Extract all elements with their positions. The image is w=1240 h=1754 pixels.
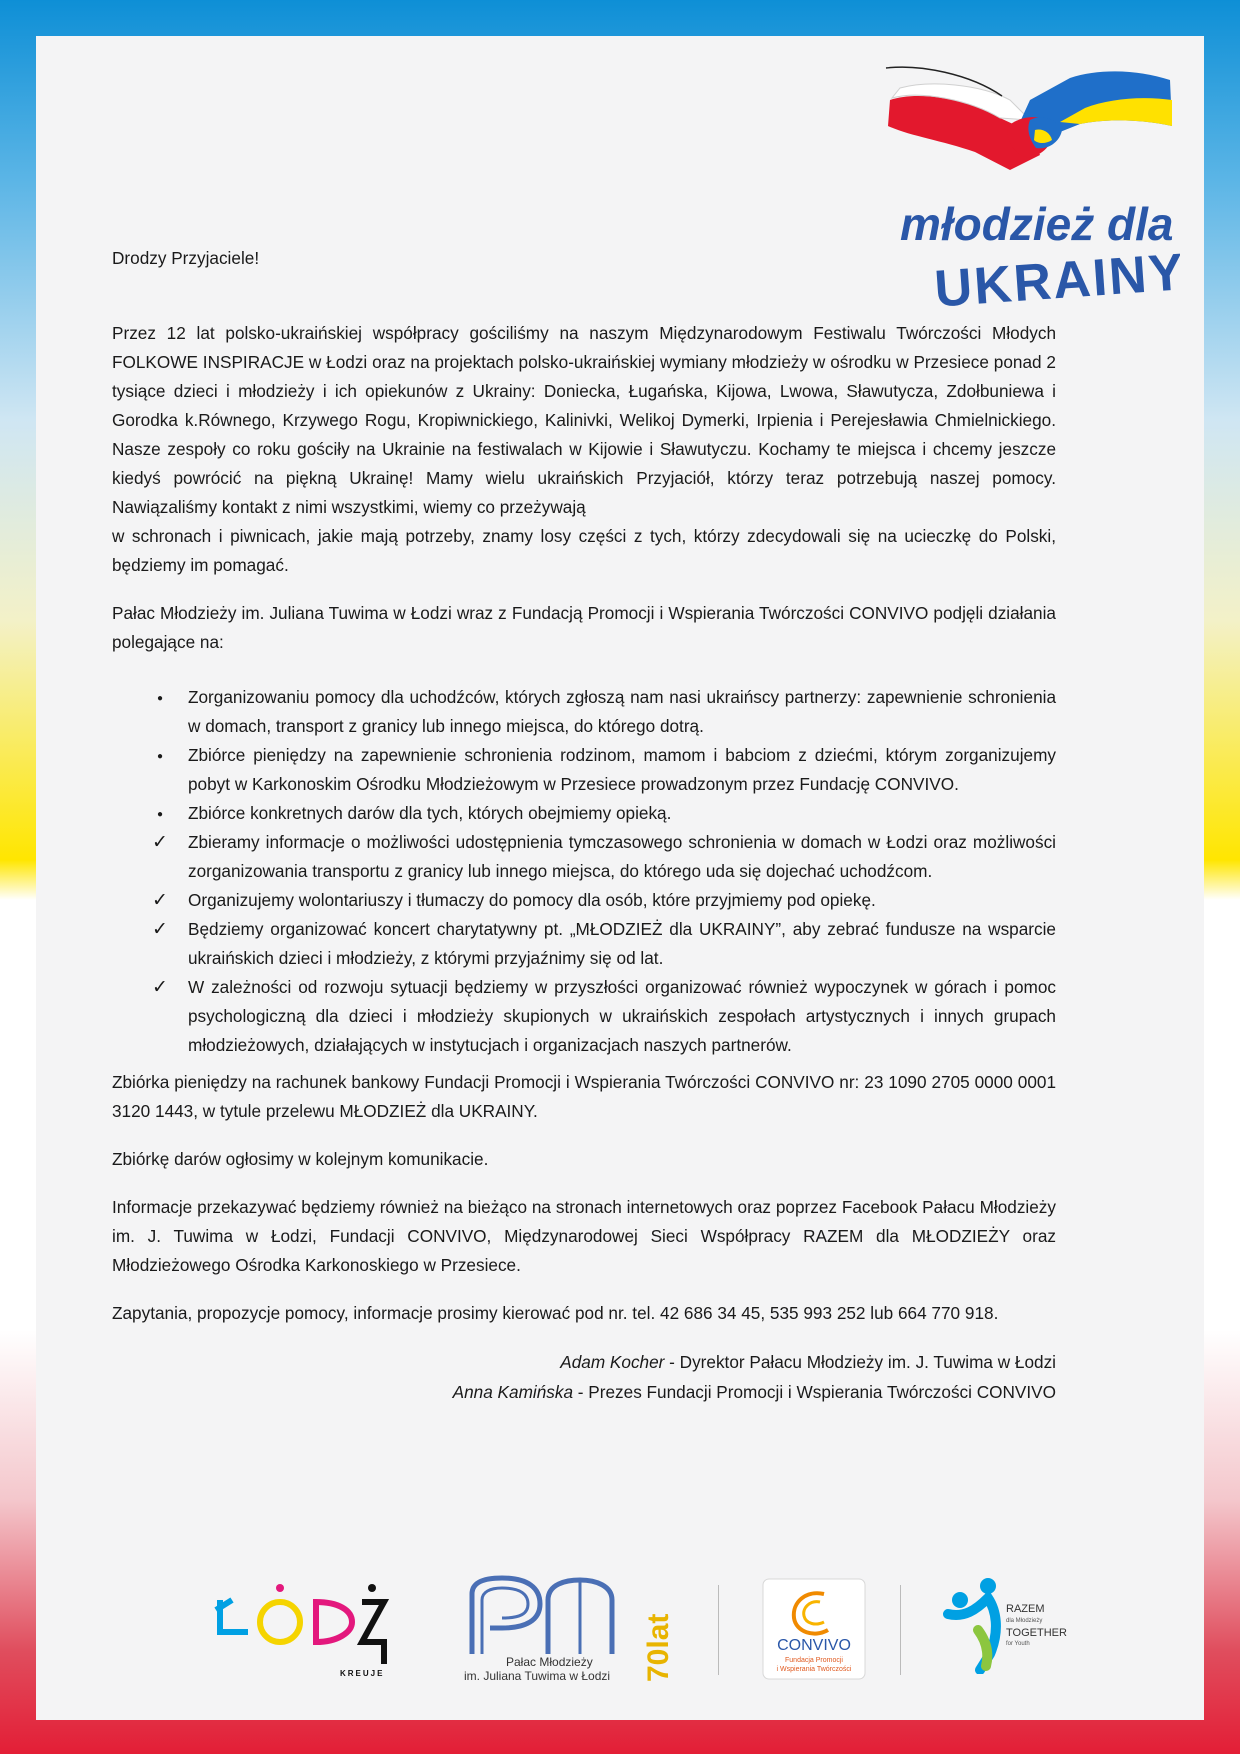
list-item: ✓ W zależności od rozwoju sytuacji będziemy w przyszłości organizować również wypoczynek w górach i pomoc psychologiczną dla dzieci i młodzieży skupionych w ukraińskich zespołach artystycznych i innych grupach młodzieżowych, działających w instytucjach i organizacjach naszych partnerów.	[112, 973, 1056, 1060]
letter-body	[112, 244, 1056, 1407]
logo-divider	[900, 1585, 901, 1675]
signature-director: Adam Kocher - Dyrektor Pałacu Młodzieży im. J. Tuwima w Łodzi	[560, 1352, 1056, 1372]
list-item: ✓ Będziemy organizować koncert charytatywny pt. „MŁODZIEŻ dla UKRAINY”, aby zebrać fundusze na wsparcie ukraińskich dzieci i młodzieży, z którymi przyjaźnimy się od lat.	[112, 915, 1056, 973]
lodz-kreuje-logo	[212, 1580, 392, 1680]
svg-text:KREUJE: KREUJE	[340, 1669, 385, 1678]
paragraph-history-cont: w schronach i piwnicach, jakie mają potrzeby, znamy losy części z tych, którzy zdecydowali się na ucieczkę do Polski, będziemy im pomagać.	[112, 526, 1056, 575]
greeting: Drodzy Przyjaciele!	[112, 248, 260, 268]
list-item: ✓ Organizujemy wolontariuszy i tłumaczy do pomocy dla osób, które przyjmiemy pod opiekę.	[112, 886, 1056, 915]
bullet-icon	[148, 683, 172, 715]
svg-text:RAZEM: RAZEM	[1006, 1603, 1045, 1615]
paragraph-actions-intro: Pałac Młodzieży im. Juliana Tuwima w Łodzi wraz z Fundacją Promocji i Wspierania Twórczości CONVIVO podjęli działania polegające na:	[112, 603, 1056, 652]
paragraph-information: Informacje przekazywać będziemy również na bieżąco na stronach internetowych oraz poprzez Facebook Pałacu Młodzieży im. J. Tuwima w Łodzi, Fundacji CONVIVO, Międzynarodowej Sieci Współpracy RAZEM dla MŁODZIEŻY oraz Młodzieżowego Ośrodka Karkonoskiego w Przesiece.	[112, 1197, 1056, 1275]
svg-text:dla Młodzieży: dla Młodzieży	[1006, 1618, 1043, 1624]
checkmark-icon	[148, 828, 172, 857]
actions-list	[112, 683, 1056, 1060]
convivo-logo	[762, 1578, 866, 1680]
signature-president: Anna Kamińska - Prezes Fundacji Promocji i Wspierania Twórczości CONVIVO	[452, 1382, 1056, 1402]
svg-text:Fundacja Promocji: Fundacja Promocji	[785, 1657, 843, 1664]
list-item: ● Zorganizowaniu pomocy dla uchodźców, których zgłoszą nam nasi ukraińscy partnerzy: zapewnienie schronienia w domach, transport z granicy lub innego miejsca, do którego dotrą.	[112, 683, 1056, 741]
paragraph-donations: Zbiórkę darów ogłosimy w kolejnym komunikacie.	[112, 1149, 489, 1169]
paragraph-contact: Zapytania, propozycje pomocy, informacje prosimy kierować pod nr. tel. 42 686 34 45, 535 993 252 lub 664 770 918.	[112, 1303, 999, 1323]
list-item: ● Zbiórce konkretnych darów dla tych, których obejmiemy opieką.	[112, 799, 1056, 828]
checkmark-icon	[148, 915, 172, 944]
checkmark-icon	[148, 886, 172, 915]
bullet-icon	[148, 799, 172, 831]
bullet-icon	[148, 741, 172, 773]
paragraph-history: Przez 12 lat polsko-ukraińskiej współpracy gościliśmy na naszym Międzynarodowym Festiwalu Twórczości Młodych FOLKOWE INSPIRACJE w Łodzi oraz na projektach polsko-ukraińskiej wymiany młodzieży w ośrodku w Przesiece ponad 2 tysiące dzieci i młodzieży i ich opiekunów z Ukrainy: Doniecka, Ługańska, Kijowa, Lwowa, Sławutycza, Zdołbuniewa i Gorodka k.Równego, Krzywego Rogu, Kropiwnickiego, Kalinivki, Welikoj Dymerki, Irpienia i Perejesławia Chmielnickiego. Nasze zespoły co roku gościły na Ukrainie na festiwalach w Kijowie i Sławutyczu. Kochamy te miejsca i chcemy jeszcze kiedyś powrócić na piękną Ukrainę! Mamy wielu ukraińskich Przyjaciół, którzy teraz potrzebują naszej pomocy. Nawiązaliśmy kontakt z nimi wszystkimi, wiemy co przeżywają	[112, 323, 1056, 517]
list-item: ● Zbiórce pieniędzy na zapewnienie schronienia rodzinom, mamom i babciom z dziećmi, którym zorganizujemy pobyt w Karkonoskim Ośrodku Młodzieżowym w Przesiece prowadzonym przez Fundację CONVIVO.	[112, 741, 1056, 799]
svg-text:70lat: 70lat	[642, 1613, 675, 1682]
svg-text:im. Juliana Tuwima w Łodzi: im. Juliana Tuwima w Łodzi	[464, 1669, 611, 1683]
palac-mlodziezy-logo	[462, 1574, 682, 1686]
svg-text:młodzież dla: młodzież dla	[900, 198, 1174, 250]
svg-text:CONVIVO: CONVIVO	[777, 1637, 851, 1654]
logo-divider	[718, 1585, 719, 1675]
svg-text:i Wspierania Twórczości: i Wspierania Twórczości	[776, 1666, 852, 1673]
razem-together-logo	[940, 1574, 1070, 1674]
svg-text:for Youth: for Youth	[1006, 1641, 1030, 1647]
svg-text:UKRAINY: UKRAINY	[932, 243, 1180, 319]
svg-text:TOGETHER: TOGETHER	[1006, 1627, 1067, 1639]
list-item: ✓ Zbieramy informacje o możliwości udostępnienia tymczasowego schronienia w domach w Łodzi oraz możliwości zorganizowania transportu z granicy lub innego miejsca, do którego uda się dojechać uchodźcom.	[112, 828, 1056, 886]
svg-text:Pałac Młodzieży: Pałac Młodzieży	[506, 1655, 593, 1669]
checkmark-icon	[148, 973, 172, 1002]
paragraph-bank-account: Zbiórka pieniędzy na rachunek bankowy Fundacji Promocji i Wspierania Twórczości CONVIVO nr: 23 1090 2705 0000 0001 3120 1443, w tytule przelewu MŁODZIEŻ dla UKRAINY.	[112, 1072, 1056, 1121]
signatures	[112, 1347, 1056, 1407]
